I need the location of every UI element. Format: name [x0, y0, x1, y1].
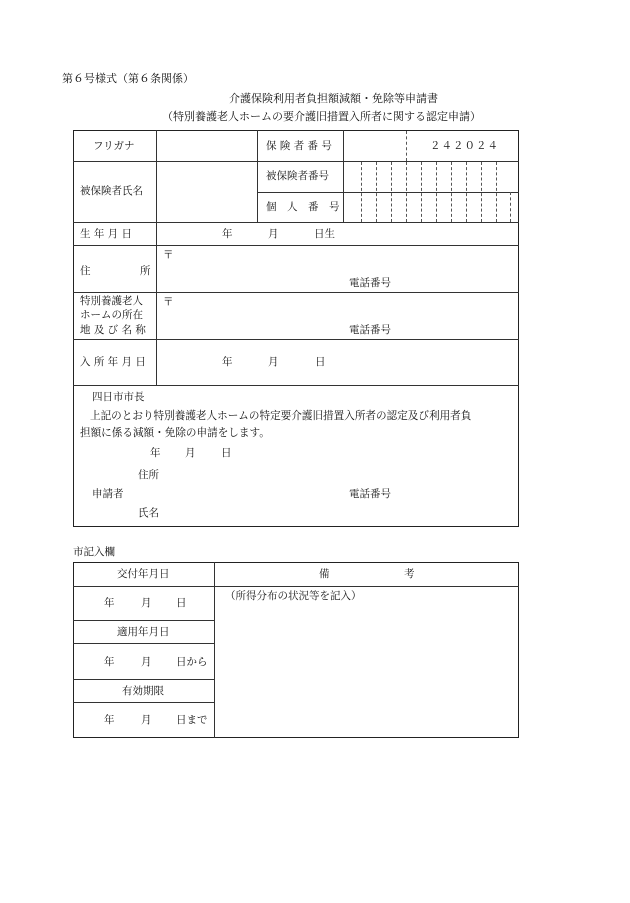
remarks-note: （所得分布の状況等を記入） [225, 590, 362, 602]
applicant-phone-label: 電話番号 [349, 488, 391, 500]
form-number: 第６号様式（第６条関係） [62, 72, 194, 85]
facility-phone-label: 電話番号 [349, 324, 391, 336]
personal-number-field[interactable] [344, 193, 518, 221]
address-field[interactable] [157, 246, 518, 291]
declaration-line-1: 上記のとおり特別養護老人ホームの特定要介護旧措置入所者の認定及び利用者負 [90, 410, 472, 422]
remarks-label-1: 備 [319, 568, 330, 580]
expiry-day: 日まで [176, 714, 208, 726]
expiry-month: 月 [141, 714, 152, 726]
facility-postal-mark: 〒 [163, 296, 174, 308]
insured-number-field[interactable] [344, 162, 518, 191]
birthdate-year: 年 [222, 228, 233, 240]
facility-label-2: ホームの所在 [80, 309, 143, 321]
city-section-label: 市記入欄 [73, 546, 115, 558]
birthdate-day: 日生 [314, 228, 335, 240]
apply-day: 日から [176, 656, 208, 668]
personal-number-label: 個 人 番 号 [266, 201, 340, 213]
address-phone-label: 電話番号 [349, 277, 391, 289]
admission-label: 入 所 年 月 日 [80, 356, 146, 368]
postal-mark: 〒 [163, 249, 174, 261]
apply-month: 月 [141, 656, 152, 668]
issue-day: 日 [176, 597, 187, 609]
address-label-1: 住 [80, 265, 91, 277]
application-date-day: 日 [221, 447, 232, 459]
form-subtitle: （特別養護老人ホームの要介護旧措置入所者に関する認定申請） [162, 110, 481, 123]
facility-label-3: 地 及 び 名 称 [80, 324, 146, 336]
furigana-field[interactable] [157, 131, 256, 160]
insurer-number-value: ２４２０２４ [430, 140, 499, 152]
admission-day: 日 [315, 356, 326, 368]
declaration-line-2: 担額に係る減額・免除の申請をします。 [80, 427, 270, 439]
applicant-name-label: 氏名 [138, 507, 159, 519]
apply-date-label: 適用年月日 [117, 626, 170, 638]
admission-year: 年 [222, 356, 233, 368]
form-title: 介護保険利用者負担額減額・免除等申請書 [229, 92, 438, 105]
insurer-number-label: 保 険 者 番 号 [266, 140, 332, 152]
admission-month: 月 [268, 356, 279, 368]
expiry-year: 年 [104, 714, 115, 726]
birthdate-month: 月 [268, 228, 279, 240]
facility-label-1: 特別養護老人 [80, 295, 143, 307]
issue-date-label: 交付年月日 [117, 568, 170, 580]
birthdate-label: 生 年 月 日 [80, 228, 133, 240]
furigana-label: フリガナ [93, 140, 135, 152]
remarks-field[interactable] [215, 587, 518, 737]
applicant-label: 申請者 [92, 488, 124, 500]
insured-name-field[interactable] [157, 162, 256, 221]
applicant-address-label: 住所 [138, 469, 159, 481]
insured-name-label: 被保険者氏名 [80, 185, 143, 197]
apply-year: 年 [104, 656, 115, 668]
issue-month: 月 [141, 597, 152, 609]
expiry-label: 有効期限 [122, 685, 164, 697]
addressee: 四日市市長 [92, 391, 145, 403]
address-label-2: 所 [140, 265, 151, 277]
application-date-year: 年 [150, 447, 161, 459]
application-date-month: 月 [185, 447, 196, 459]
remarks-label-2: 考 [404, 568, 415, 580]
insured-number-label: 被保険者番号 [266, 170, 329, 182]
issue-year: 年 [104, 597, 115, 609]
facility-field[interactable] [157, 293, 518, 338]
